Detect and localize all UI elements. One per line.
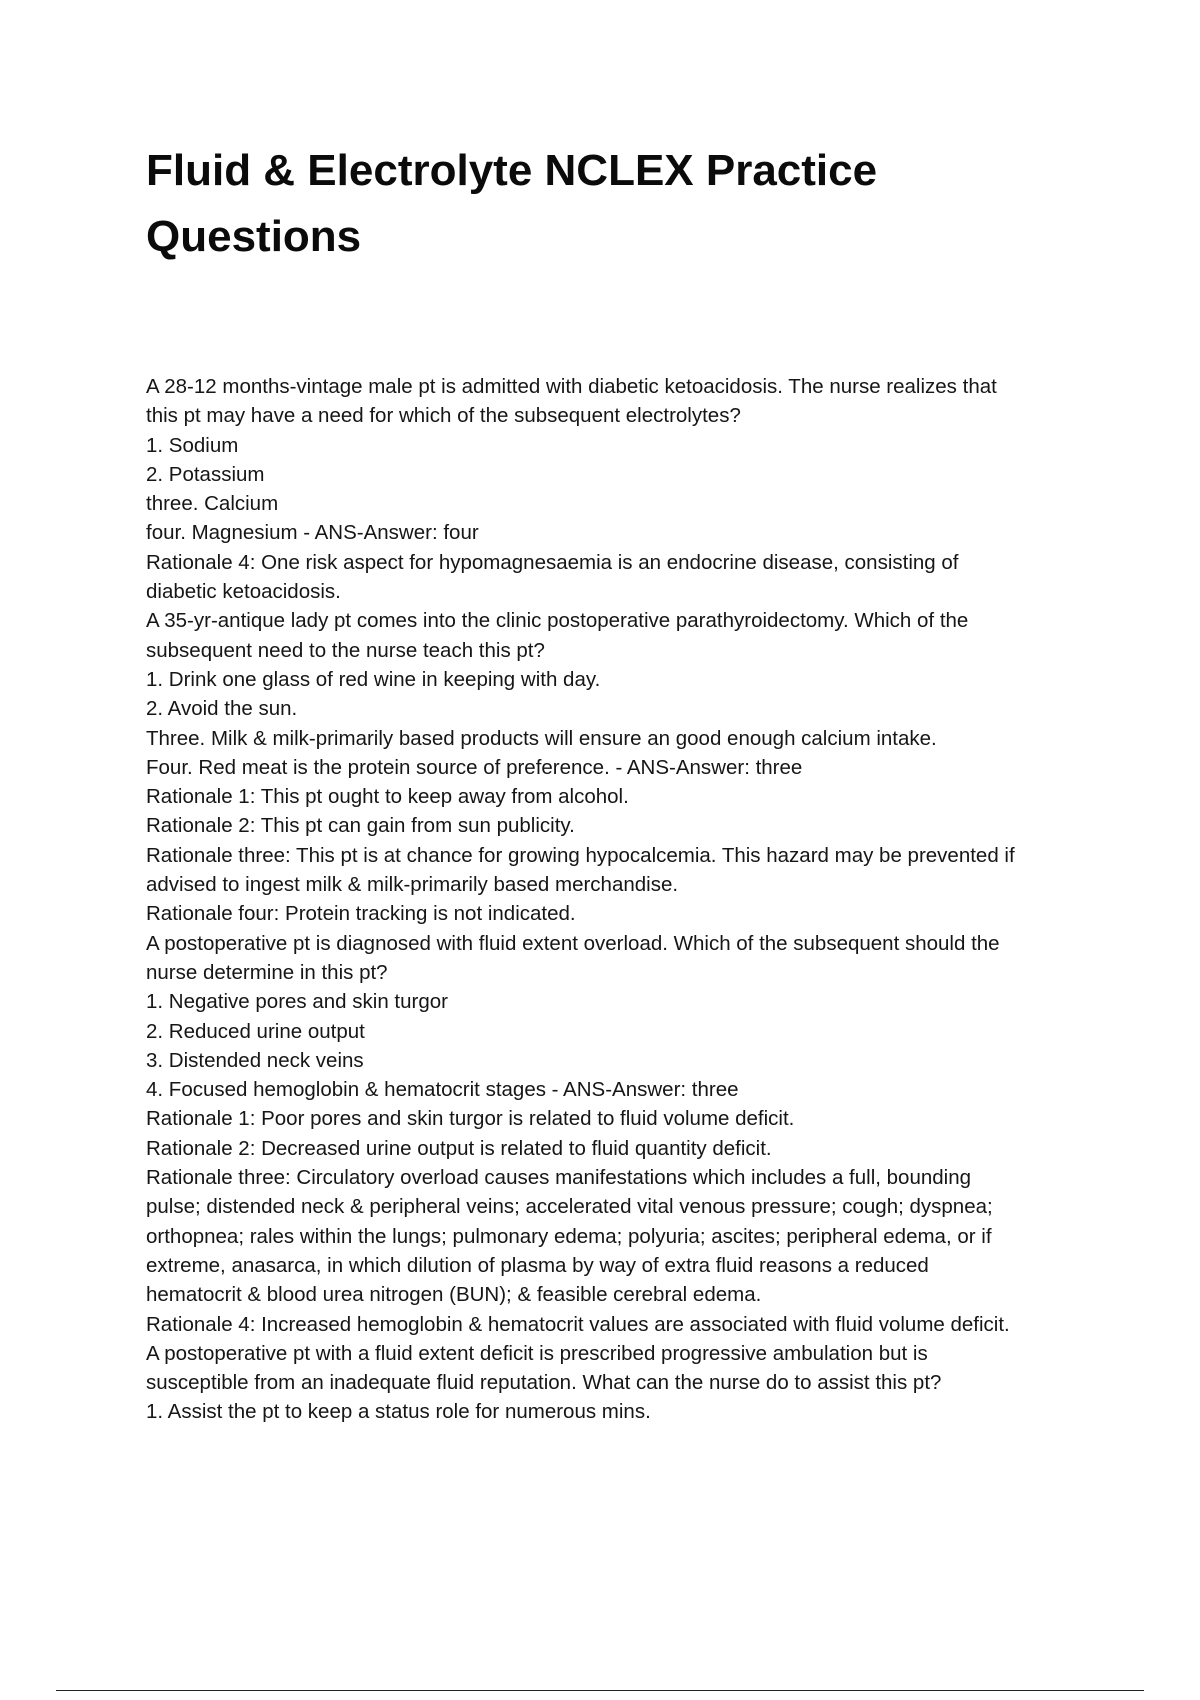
text-line: Rationale 4: One risk aspect for hypomagnesaemia is an endocrine disease, consisting of <box>146 550 959 574</box>
text-line: 2. Avoid the sun. <box>146 697 298 721</box>
text-line: Rationale three: Circulatory overload causes manifestations which includes a full, bounding <box>146 1166 972 1190</box>
page-title <box>146 138 1046 270</box>
text-line: Rationale 1: This pt ought to keep away from alcohol. <box>146 785 629 809</box>
text-line: 2. Potassium <box>146 462 265 486</box>
text-line: Rationale 2: This pt can gain from sun publicity. <box>146 814 575 838</box>
text-line: 1. Drink one glass of red wine in keeping with day. <box>146 667 601 691</box>
text-line: advised to ingest milk & milk-primarily based merchandise. <box>146 873 679 897</box>
text-line: 3. Distended neck veins <box>146 1048 364 1072</box>
text-line: Three. Milk & milk-primarily based products will ensure an good enough calcium intake. <box>146 726 937 750</box>
text-line: 1. Assist the pt to keep a status role for numerous mins. <box>146 1400 651 1424</box>
text-line: subsequent need to the nurse teach this pt? <box>146 638 545 662</box>
text-line: Rationale 4: Increased hemoglobin & hematocrit values are associated with fluid volume deficit. <box>146 1312 1010 1336</box>
text-line: A postoperative pt with a fluid extent deficit is prescribed progressive ambulation but is <box>146 1341 928 1365</box>
text-line: hematocrit & blood urea nitrogen (BUN); & feasible cerebral edema. <box>146 1283 762 1307</box>
text-line: A 35-yr-antique lady pt comes into the clinic postoperative parathyroidectomy. Which of the <box>146 609 969 633</box>
text-line: A 28-12 months-vintage male pt is admitted with diabetic ketoacidosis. The nurse realizes that <box>146 375 997 398</box>
title-line-1: Fluid & Electrolyte NCLEX Practice <box>146 146 878 195</box>
text-line: 2. Reduced urine output <box>146 1019 365 1043</box>
footer-divider <box>56 1690 1144 1691</box>
text-line: diabetic ketoacidosis. <box>146 580 341 604</box>
text-line: Four. Red meat is the protein source of preference. - ANS-Answer: three <box>146 755 803 779</box>
text-line: Rationale 1: Poor pores and skin turgor is related to fluid volume deficit. <box>146 1107 795 1131</box>
text-line: orthopnea; rales within the lungs; pulmonary edema; polyuria; ascites; peripheral edema, or if <box>146 1224 992 1248</box>
text-line: extreme, anasarca, in which dilution of plasma by way of extra fluid reasons a reduced <box>146 1253 929 1277</box>
text-line: Rationale three: This pt is at chance for growing hypocalcemia. This hazard may be prevented if <box>146 843 1015 867</box>
text-line: 1. Sodium <box>146 433 239 457</box>
text-line: four. Magnesium - ANS-Answer: four <box>146 521 479 545</box>
text-line: 4. Focused hemoglobin & hematocrit stages - ANS-Answer: three <box>146 1078 739 1102</box>
text-line: pulse; distended neck & peripheral veins; accelerated vital venous pressure; cough; dyspnea; <box>146 1195 993 1219</box>
text-line: nurse determine in this pt? <box>146 960 388 984</box>
text-line: Rationale 2: Decreased urine output is related to fluid quantity deficit. <box>146 1136 772 1160</box>
text-line: three. Calcium <box>146 492 279 516</box>
title-line-2: Questions <box>146 212 362 261</box>
text-line: this pt may have a need for which of the subsequent electrolytes? <box>146 404 741 428</box>
document-body <box>146 372 1096 1427</box>
text-line: A postoperative pt is diagnosed with fluid extent overload. Which of the subsequent should the <box>146 931 1000 955</box>
text-line: Rationale four: Protein tracking is not indicated. <box>146 902 576 926</box>
text-line: susceptible from an inadequate fluid reputation. What can the nurse do to assist this pt? <box>146 1371 942 1395</box>
text-line: 1. Negative pores and skin turgor <box>146 990 448 1014</box>
